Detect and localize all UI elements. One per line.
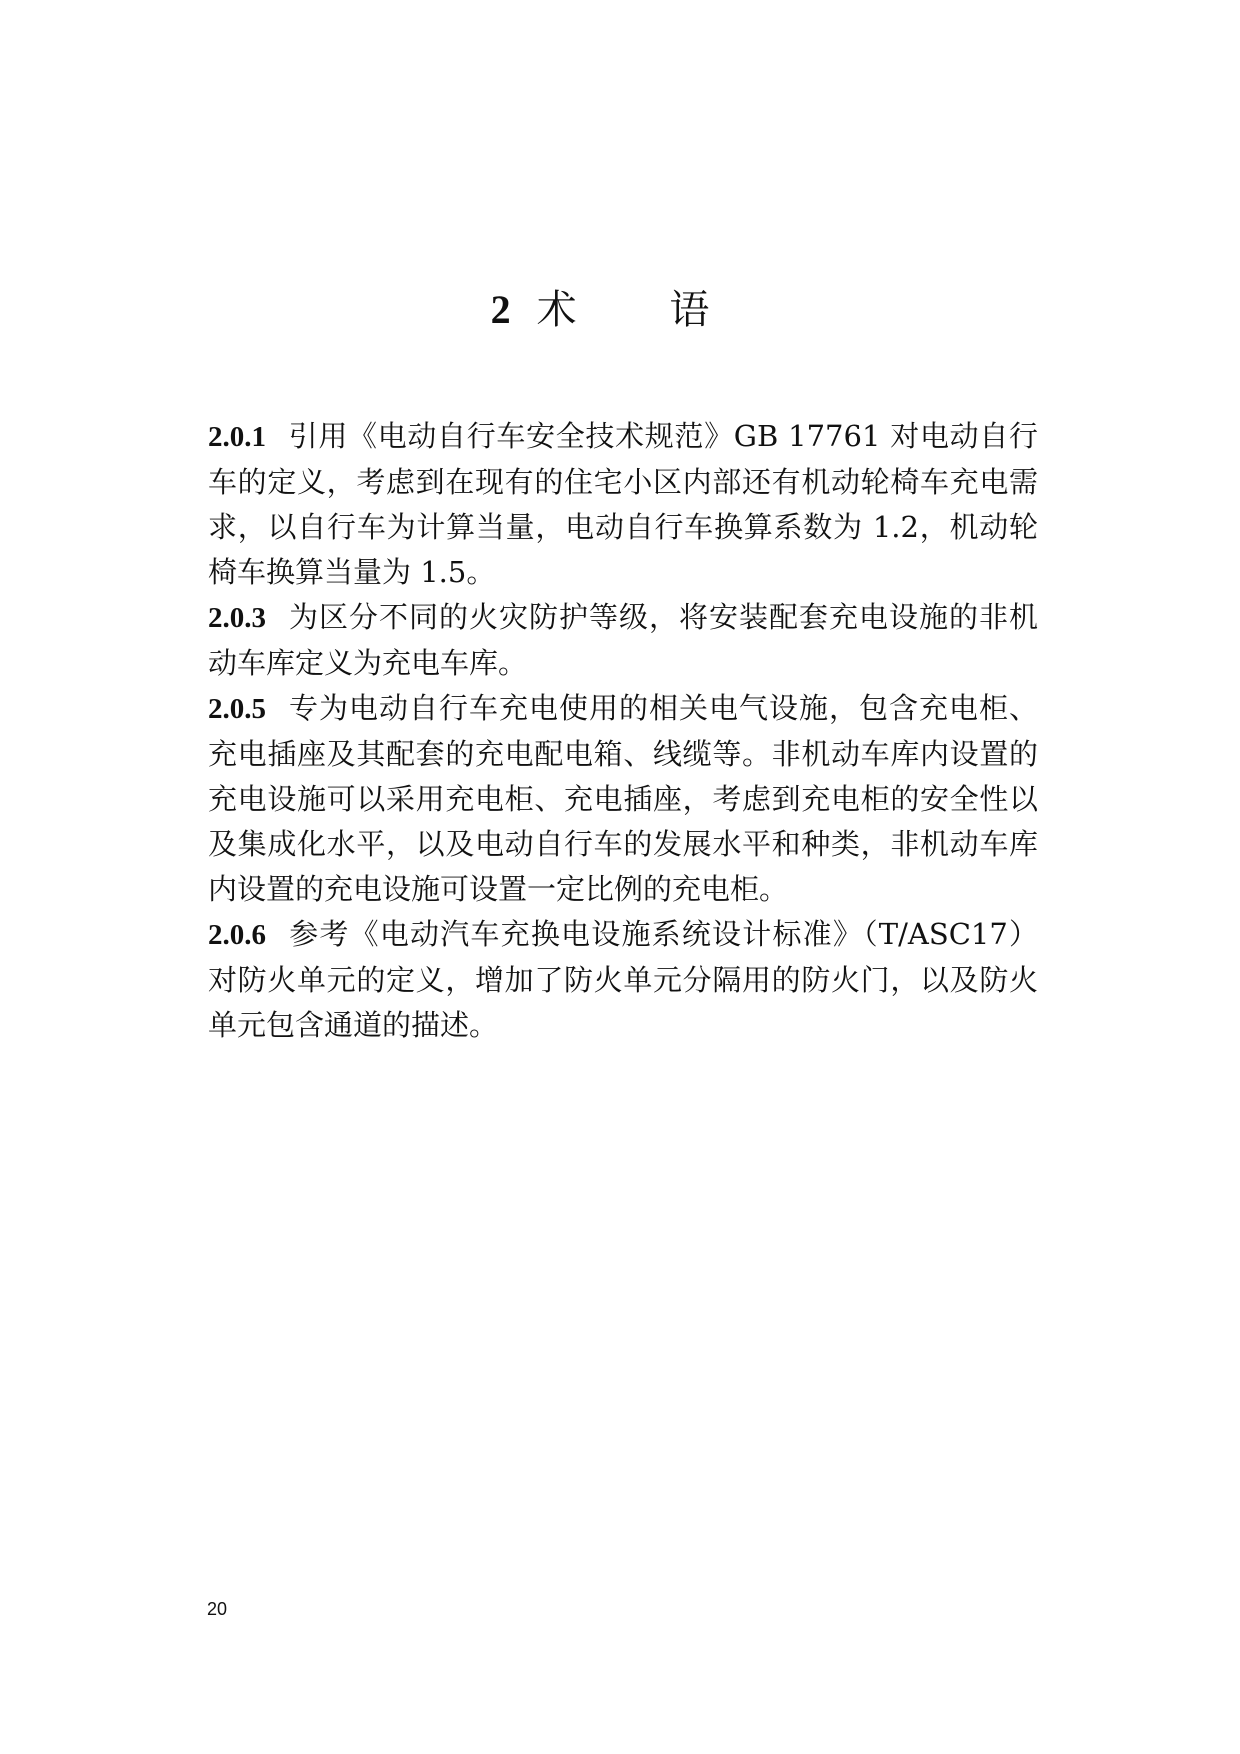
clause-number: 2.0.6 — [208, 919, 266, 951]
page-number: 20 — [207, 1599, 228, 1619]
clause-2-0-3 — [208, 595, 1038, 686]
chapter-title — [0, 282, 1240, 338]
clause-2-0-1 — [208, 414, 1038, 595]
clause-number: 2.0.3 — [208, 602, 266, 634]
clause-2-0-6 — [208, 912, 1038, 1048]
clause-2-0-5 — [208, 686, 1038, 912]
chapter-title-text: 术 语 — [536, 287, 750, 333]
clause-text: 专为电动自行车充电使用的相关电气设施，包含充电柜、充电插座及其配套的充电配电箱、线缆等。非机动车库内设置的充电设施可以采用充电柜、充电插座，考虑到充电柜的安全性以及集成化水平，以及电动自行车的发展水平和种类，非机动车库内设置的充电设施可设置一定比例的充电柜。 — [208, 691, 1038, 906]
clause-text: 为区分不同的火灾防护等级，将安装配套充电设施的非机动车库定义为充电车库。 — [208, 600, 1038, 680]
terms-body — [208, 414, 1038, 1048]
clause-text: 参考《电动汽车充换电设施系统设计标准》（T/ASC17）对防火单元的定义，增加了防火单元分隔用的防火门，以及防火单元包含通道的描述。 — [208, 917, 1038, 1042]
clause-text: 引用《电动自行车安全技术规范》GB 17761 对电动自行车的定义，考虑到在现有的住宅小区内部还有机动轮椅车充电需求，以自行车为计算当量，电动自行车换算系数为 1.2，机动轮椅车换算当量为 1.5。 — [208, 419, 1038, 589]
clause-number: 2.0.1 — [208, 421, 266, 453]
chapter-number: 2 — [490, 287, 513, 332]
clause-number: 2.0.5 — [208, 693, 266, 725]
